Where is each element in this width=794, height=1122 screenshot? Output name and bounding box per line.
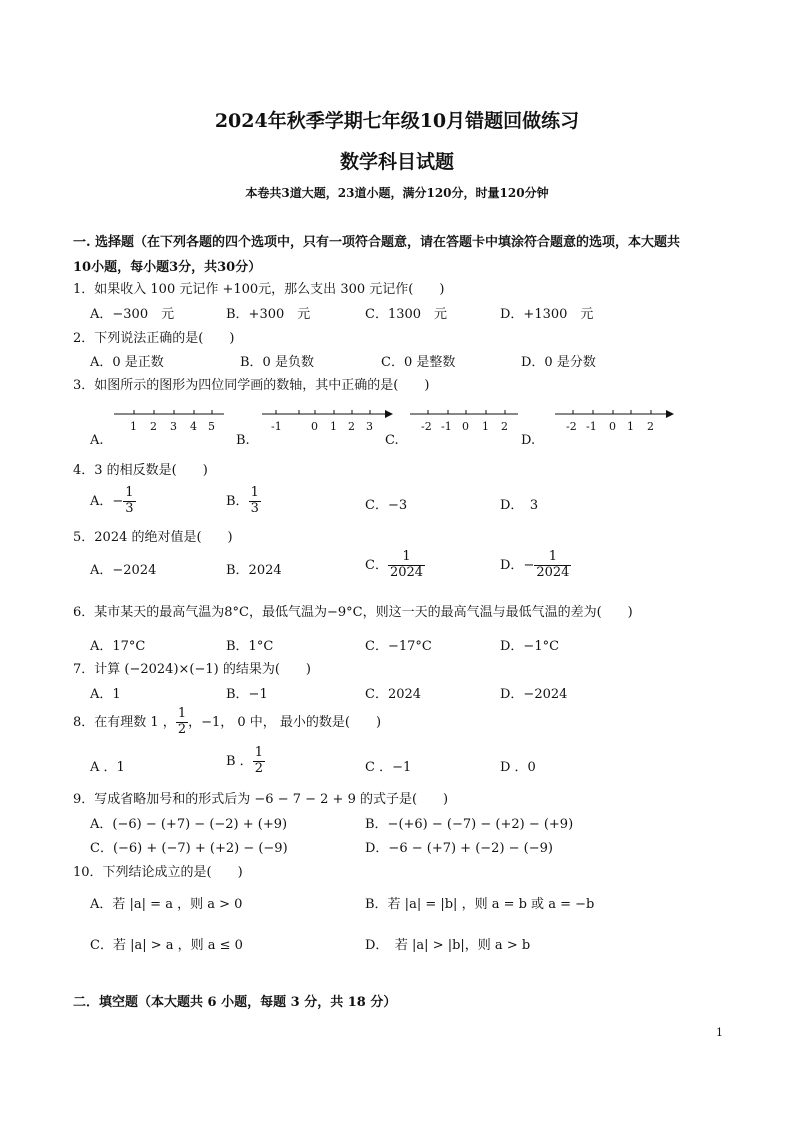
tick-label: 3 — [366, 420, 373, 433]
q7-option-d: D．−2024 — [500, 687, 568, 702]
tick-label: 1 — [330, 420, 337, 433]
minus-sign: − — [112, 493, 124, 509]
tick-label: 0 — [462, 420, 469, 433]
denominator: 3 — [125, 500, 134, 516]
numerator: 1 — [177, 706, 187, 721]
q10-option-c: C．若 |a| > a ，则 a ≤ 0 — [90, 938, 243, 953]
option-label: C． — [365, 557, 388, 573]
q10-option-d: D． 若 |a| > |b|，则 a > b — [365, 938, 531, 953]
exam-info: 本卷共3道大题，23道小题，满分120分，时量120分钟 — [245, 186, 549, 200]
tick-label: 2 — [348, 420, 355, 433]
q4-option-a — [90, 486, 136, 517]
q9-option-b: B．−(+6) − (−7) − (+2) − (+9) — [365, 817, 574, 832]
option-label: A． — [90, 493, 113, 509]
q7-stem: 7．计算 (−2024)×(−1) 的结果为( ) — [73, 662, 311, 677]
q9-option-d: D．−6 − (+7) + (−2) − (−9) — [365, 841, 553, 856]
q5-option-b: B．2024 — [226, 563, 282, 578]
q2-option-c: C．0 是整数 — [381, 355, 456, 370]
q4-option-c: C．−3 — [365, 498, 408, 513]
section1-heading-cont: 10小题，每小题3分，共30分） — [73, 260, 262, 275]
q3-option-b: B. — [236, 433, 250, 448]
tick-label: 2 — [647, 420, 654, 433]
q9-option-a: A．(−6) − (+7) − (−2) + (+9) — [90, 817, 288, 832]
fraction — [253, 746, 265, 777]
q8-option-a: A ．1 — [90, 760, 125, 775]
tick-label: 4 — [190, 420, 197, 433]
q2-option-b: B．0 是负数 — [240, 355, 314, 370]
q9-stem: 9．写成省略加号和的形式后为 −6 − 7 − 2 + 9 的式子是( ) — [73, 792, 449, 807]
tick-label: 1 — [627, 420, 634, 433]
q1-option-d: D．+1300 元 — [500, 307, 594, 322]
page-number: 1 — [716, 1026, 723, 1039]
q3-option-c: C. — [385, 433, 399, 448]
tick-label: 2 — [501, 420, 508, 433]
option-label: B ． — [226, 753, 253, 769]
tick-label: 0 — [311, 420, 318, 433]
tick-label: -2 — [421, 420, 432, 433]
number-line-c — [410, 410, 518, 433]
q3-option-a: A. — [90, 433, 104, 448]
q5-option-a: A．−2024 — [90, 563, 157, 578]
number-line-a — [114, 410, 224, 433]
q2-stem: 2．下列说法正确的是( ) — [73, 331, 235, 346]
q10-option-a: A．若 |a| = a ，则 a > 0 — [90, 897, 243, 912]
denominator: 2024 — [536, 564, 570, 580]
q7-option-b: B．−1 — [226, 687, 268, 702]
q2-option-a: A．0 是正数 — [90, 355, 164, 370]
q1-option-b: B．+300 元 — [226, 307, 311, 322]
tick-label: -2 — [566, 420, 577, 433]
numerator: 1 — [254, 745, 263, 760]
q10-stem: 10．下列结论成立的是( ) — [73, 865, 243, 880]
q4-option-d: D． 3 — [500, 498, 539, 513]
q8-option-b — [226, 746, 265, 777]
denominator: 2 — [177, 721, 187, 737]
q2-option-d: D．0 是分数 — [521, 355, 596, 370]
q4-stem: 4．3 的相反数是( ) — [73, 463, 208, 478]
fraction — [388, 550, 425, 581]
fraction — [249, 486, 261, 517]
tick-label: 5 — [208, 420, 215, 433]
tick-label: 2 — [150, 420, 157, 433]
denominator: 2 — [254, 760, 263, 776]
q6-stem: 6．某市某天的最高气温为8°C，最低气温为−9°C，则这一天的最高气温与最低气温的差为( ) — [73, 605, 633, 620]
option-label: B． — [226, 493, 249, 509]
q6-option-a: A．17°C — [90, 639, 146, 654]
number-line-b — [262, 410, 393, 433]
tick-label: 3 — [170, 420, 177, 433]
q7-option-c: C．2024 — [365, 687, 422, 702]
tick-label: 1 — [482, 420, 489, 433]
tick-label: -1 — [441, 420, 452, 433]
q6-option-d: D．−1°C — [500, 639, 560, 654]
q8-option-d: D ．0 — [500, 760, 536, 775]
numerator: 1 — [125, 485, 134, 500]
q5-stem: 5．2024 的绝对值是( ) — [73, 530, 233, 545]
q3-number-lines — [0, 398, 794, 438]
q6-option-b: B．1°C — [226, 639, 274, 654]
fraction — [176, 707, 188, 738]
q3-option-d: D. — [521, 433, 536, 448]
q8-option-c: C ．−1 — [365, 760, 412, 775]
numerator: 1 — [534, 550, 571, 566]
numerator: 1 — [388, 550, 425, 566]
exam-subject: 数学科目试题 — [339, 151, 454, 173]
tick-label: -1 — [271, 420, 282, 433]
denominator: 3 — [250, 500, 259, 516]
q5-option-d — [500, 550, 571, 581]
minus-sign: − — [523, 557, 535, 573]
q1-option-c: C．1300 元 — [365, 307, 448, 322]
numerator: 1 — [250, 485, 259, 500]
q9-option-c: C．(−6) + (−7) + (+2) − (−9) — [90, 841, 288, 856]
q7-option-a: A．1 — [90, 687, 121, 702]
section1-heading: 一. 选择题（在下列各题的四个选项中，只有一项符合题意，请在答题卡中填涂符合题意的选项，本大题共 — [73, 235, 681, 250]
fraction — [123, 486, 135, 517]
exam-title: 2024年秋季学期七年级10月错题回做练习 — [214, 110, 580, 132]
tick-label: 0 — [609, 420, 616, 433]
tick-label: -1 — [586, 420, 597, 433]
q1-option-a: A．−300 元 — [90, 307, 175, 322]
section2-heading: 二．填空题（本大题共 6 小题，每题 3 分，共 18 分） — [73, 995, 397, 1010]
q10-option-b: B．若 |a| = |b| ，则 a = b 或 a = −b — [365, 897, 595, 912]
q1-stem: 1．如果收入 100 元记作 +100元，那么支出 300 元记作( ) — [73, 282, 445, 297]
tick-label: 1 — [130, 420, 137, 433]
q5-option-c — [365, 550, 425, 581]
q3-stem: 3．如图所示的图形为四位同学画的数轴，其中正确的是( ) — [73, 378, 430, 393]
q8-stem-pre: 8．在有理数 1 ， — [73, 714, 176, 730]
fraction — [534, 550, 571, 581]
q4-option-b — [226, 486, 261, 517]
q8-stem-post: ，−1， 0 中， 最小的数是( ) — [188, 714, 382, 730]
denominator: 2024 — [389, 564, 424, 580]
number-line-d — [555, 410, 674, 433]
option-label: D． — [500, 557, 524, 573]
q8-stem — [73, 707, 381, 738]
q6-option-c: C．−17°C — [365, 639, 432, 654]
